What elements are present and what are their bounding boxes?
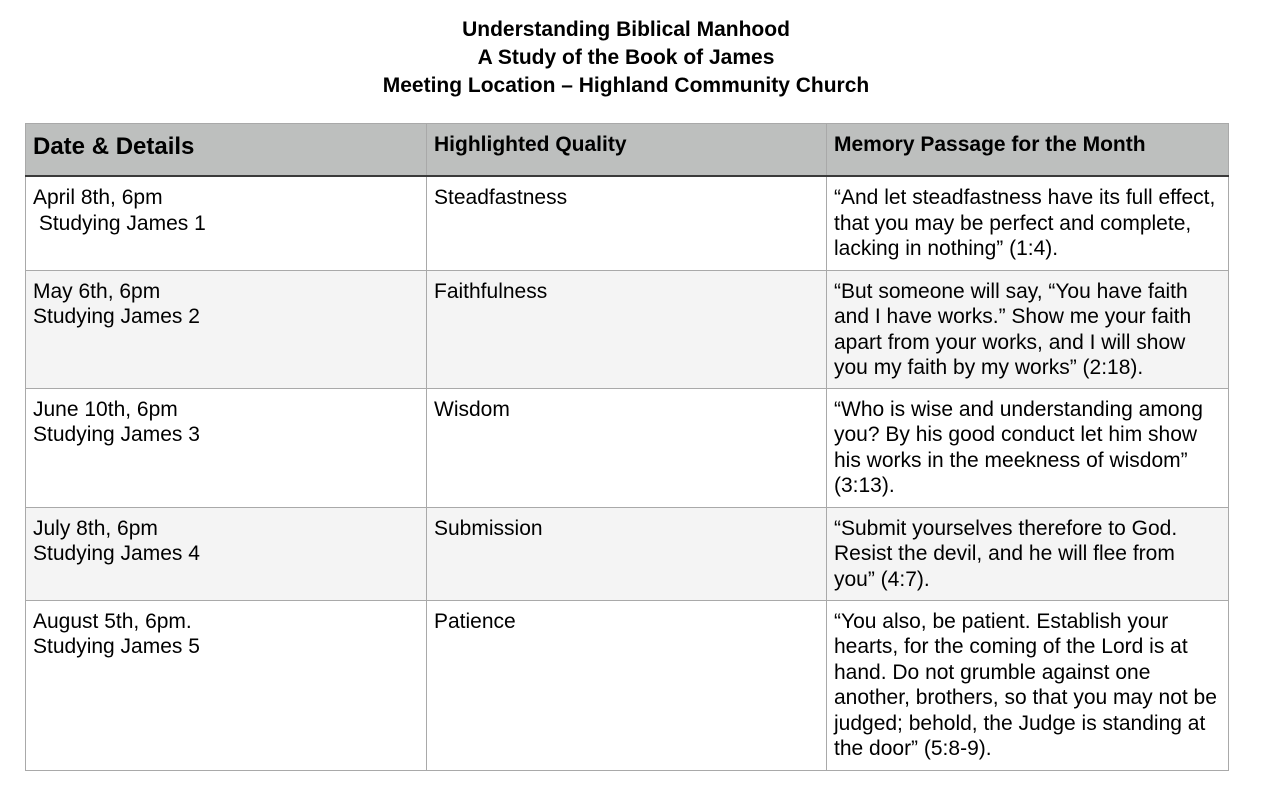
highlighted-quality-cell: Steadfastness — [427, 176, 827, 270]
table-row — [26, 507, 1229, 600]
date-details-cell — [26, 270, 427, 388]
table-row — [26, 176, 1229, 270]
date-details-cell — [26, 176, 427, 270]
meeting-date: August 5th, 6pm. — [33, 609, 192, 633]
meeting-location: Meeting Location – Highland Community Church — [382, 74, 870, 97]
highlighted-quality-cell: Wisdom — [427, 388, 827, 507]
date-details-cell — [26, 388, 427, 507]
meeting-date: May 6th, 6pm — [33, 279, 161, 303]
meeting-date: June 10th, 6pm — [33, 397, 178, 421]
highlighted-quality-cell: Patience — [427, 600, 827, 770]
meeting-date: April 8th, 6pm — [33, 186, 163, 209]
memory-passage-cell: “Who is wise and understanding among you? By his good conduct let him show his works in the meekness of wisdom” (3:13). — [827, 388, 1229, 507]
column-header-highlighted-quality: Highlighted Quality — [427, 124, 827, 177]
table-header-row — [26, 124, 1229, 177]
study-schedule-table — [25, 123, 1229, 771]
highlighted-quality-cell: Faithfulness — [427, 270, 827, 388]
study-chapter: Studying James 5 — [33, 635, 200, 658]
document-title: Understanding Biblical Manhood — [462, 18, 790, 41]
meeting-date: July 8th, 6pm — [33, 516, 158, 540]
memory-passage-cell: “And let steadfastness have its full effect, that you may be perfect and complete, lacking in nothing” (1:4). — [827, 176, 1229, 270]
memory-passage-cell: “But someone will say, “You have faith and I have works.” Show me your faith apart from your works, and I will show you my faith by my works” (2:18). — [827, 270, 1229, 388]
study-chapter: Studying James 2 — [33, 305, 200, 328]
study-chapter: Studying James 4 — [33, 542, 200, 565]
table-row — [26, 270, 1229, 388]
column-header-date-details: Date & Details — [26, 124, 427, 177]
highlighted-quality-cell: Submission — [427, 507, 827, 600]
document-header — [0, 16, 1252, 100]
memory-passage-cell: “You also, be patient. Establish your hearts, for the coming of the Lord is at hand. Do not grumble against one another, brothers, so that you may not be judged; behold, the Judge is standing at the door” (5:8-9). — [827, 600, 1229, 770]
column-header-memory-passage: Memory Passage for the Month — [827, 124, 1229, 177]
study-chapter: Studying James 3 — [33, 423, 200, 446]
study-chapter: Studying James 1 — [33, 211, 206, 235]
table-row — [26, 600, 1229, 770]
table-row — [26, 388, 1229, 507]
memory-passage-cell: “Submit yourselves therefore to God. Resist the devil, and he will flee from you” (4:7). — [827, 507, 1229, 600]
document-subtitle: A Study of the Book of James — [477, 46, 775, 69]
date-details-cell — [26, 507, 427, 600]
date-details-cell — [26, 600, 427, 770]
